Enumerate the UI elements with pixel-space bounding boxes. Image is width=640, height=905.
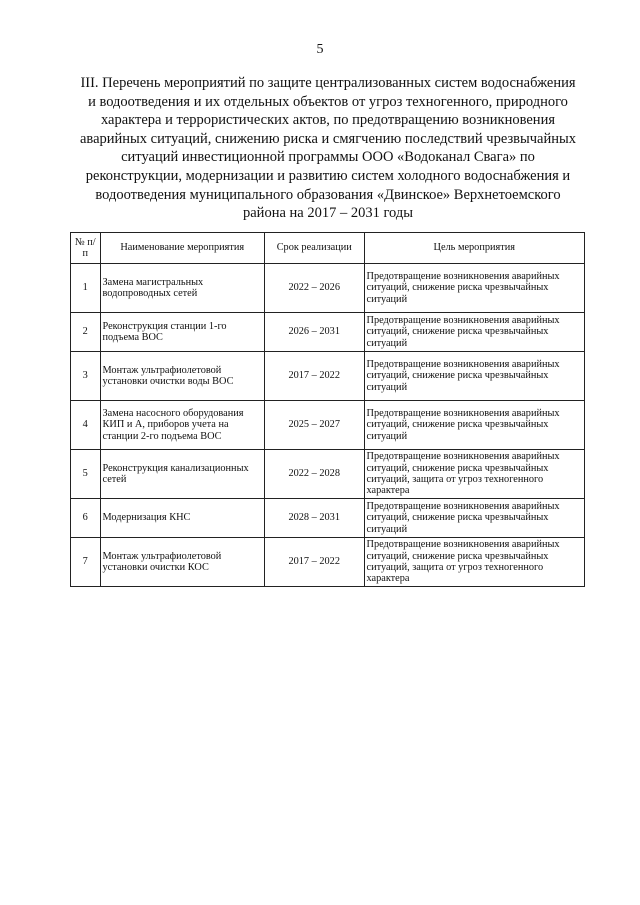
row-term: 2025 – 2027 [264,401,364,450]
row-goal: Предотвращение возникновения аварийных ситуаций, снижение риска чрезвычайных ситуаций [364,313,584,352]
section-heading [62,74,594,223]
row-name: Реконструкция канализационных сетей [100,450,264,499]
page-number: 5 [316,42,324,57]
row-num: 3 [71,352,101,401]
heading-line: реконструкции, модернизации и развитию систем холодного водоснабжения и [85,167,571,184]
row-num: 2 [71,313,101,352]
header-name: Наименование мероприятия [100,233,264,264]
row-name: Модернизация КНС [100,499,264,538]
row-goal: Предотвращение возникновения аварийных ситуаций, снижение риска чрезвычайных ситуаций, защита от угроз техногенного характера [364,538,584,587]
row-term: 2022 – 2026 [264,264,364,313]
heading-line: и водоотведения и их отдельных объектов от угроз техногенного, природного [88,93,568,110]
header-term: Срок реализации [264,233,364,264]
row-num: 5 [71,450,101,499]
heading-line: характера и террористических актов, по предотвращению возникновения [100,112,555,129]
row-name: Замена магистральных водопроводных сетей [100,264,264,313]
row-term: 2017 – 2022 [264,352,364,401]
row-term: 2017 – 2022 [264,538,364,587]
header-goal: Цель мероприятия [364,233,584,264]
row-num: 6 [71,499,101,538]
measures-table [70,232,585,587]
table-row [71,450,585,499]
row-goal: Предотвращение возникновения аварийных ситуаций, снижение риска чрезвычайных ситуаций [364,352,584,401]
table-row [71,538,585,587]
header-num: № п/п [71,233,101,264]
heading-line: аварийных ситуаций, снижению риска и смягчению последствий чрезвычайных [79,130,577,147]
heading-line: ситуаций инвестиционной программы ООО «Водоканал Свага» по [121,149,535,166]
row-goal: Предотвращение возникновения аварийных ситуаций, снижение риска чрезвычайных ситуаций [364,401,584,450]
row-name: Монтаж ультрафиолетовой установки очистки КОС [100,538,264,587]
table-row [71,499,585,538]
row-goal: Предотвращение возникновения аварийных ситуаций, снижение риска чрезвычайных ситуаций [364,499,584,538]
row-goal: Предотвращение возникновения аварийных ситуаций, снижение риска чрезвычайных ситуаций [364,264,584,313]
row-goal: Предотвращение возникновения аварийных ситуаций, снижение риска чрезвычайных ситуаций, защита от угроз техногенного характера [364,450,584,499]
heading-line: района на 2017 – 2031 годы [243,205,413,222]
table-row [71,264,585,313]
row-term: 2026 – 2031 [264,313,364,352]
table-row [71,401,585,450]
row-name: Замена насосного оборудования КИП и А, приборов учета на станции 2-го подъема ВОС [100,401,264,450]
table-header-row [71,233,585,264]
table-row [71,313,585,352]
heading-line: III. Перечень мероприятий по защите централизованных систем водоснабжения [80,75,576,91]
row-term: 2028 – 2031 [264,499,364,538]
row-num: 1 [71,264,101,313]
row-name: Монтаж ультрафиолетовой установки очистки воды ВОС [100,352,264,401]
row-name: Реконструкция станции 1-го подъема ВОС [100,313,264,352]
row-num: 4 [71,401,101,450]
row-term: 2022 – 2028 [264,450,364,499]
table-row [71,352,585,401]
row-num: 7 [71,538,101,587]
heading-line: водоотведения муниципального образования «Двинское» Верхнетоемского [95,186,561,203]
